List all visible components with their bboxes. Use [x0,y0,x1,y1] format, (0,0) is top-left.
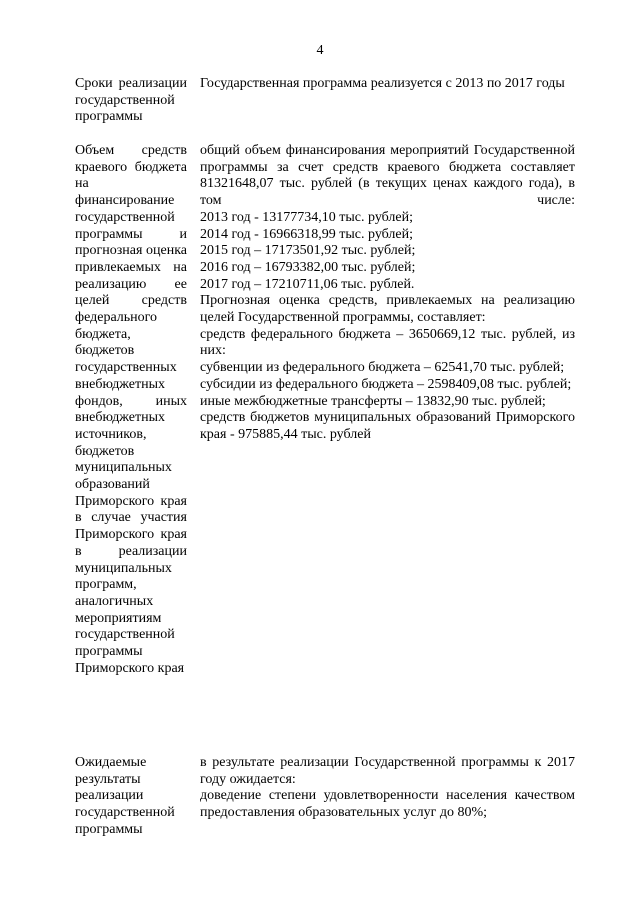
paragraph: Государственная программа реализуется с 2013 по 2017 годы [200,76,565,91]
paragraph: субвенции из федерального бюджета – 62541,70 тыс. рублей; [200,360,565,376]
paragraph: средств федерального бюджета – 3650669,12 тыс. рублей, из них: [200,326,575,359]
page-number: 4 [316,43,324,58]
row-label: Ожидаемые результаты реализации государственной программы [75,755,175,837]
row-label: Сроки реализации государственной программы [75,76,187,125]
row-value [200,143,575,444]
paragraph: общий объем финансирования мероприятий Государственной программы за счет средств краевого бюджета составляет 81321648,07 тыс. рублей (в текущих ценах каждого года), в том числе: [200,143,575,209]
paragraph: в результате реализации Государственной программы к 2017 году ожидается: [200,755,575,787]
paragraph: 2016 год – 16793382,00 тыс. рублей; [200,259,416,275]
paragraph: 2017 год – 17210711,06 тыс. рублей. [200,276,415,292]
paragraph: Прогнозная оценка средств, привлекаемых на реализацию целей Государственной программы, составляет: [200,293,575,326]
paragraph: доведение степени удовлетворенности населения качеством предоставления образовательных услуг до 80%; [200,788,575,821]
paragraph: иные межбюджетные трансферты – 13832,90 тыс. рублей; [200,393,546,409]
paragraph: 2014 год - 16966318,99 тыс. рублей; [200,226,414,242]
row-label: Объем средств краевого бюджета на финансирование государственной программы и прогнозная оценка привлекаемых на реализацию ее целей средств федерального бюджета, бюджетов государственных внебюджетных фондов, иных внебюджетных источников, бюджетов муниципальных образований Приморского края в случае участия Приморского края в реализации муниципальных программ, аналогичных мероприятиям государственной программы Приморского края [75,143,187,676]
paragraph: средств бюджетов муниципальных образований Приморского края - 975885,44 тыс. рублей [200,410,575,442]
row-value [200,755,575,822]
paragraph: 2013 год - 13177734,10 тыс. рублей; [200,209,414,225]
row-value [200,76,575,93]
paragraph: субсидии из федерального бюджета – 2598409,08 тыс. рублей; [200,376,572,392]
paragraph: 2015 год – 17173501,92 тыс. рублей; [200,243,416,259]
